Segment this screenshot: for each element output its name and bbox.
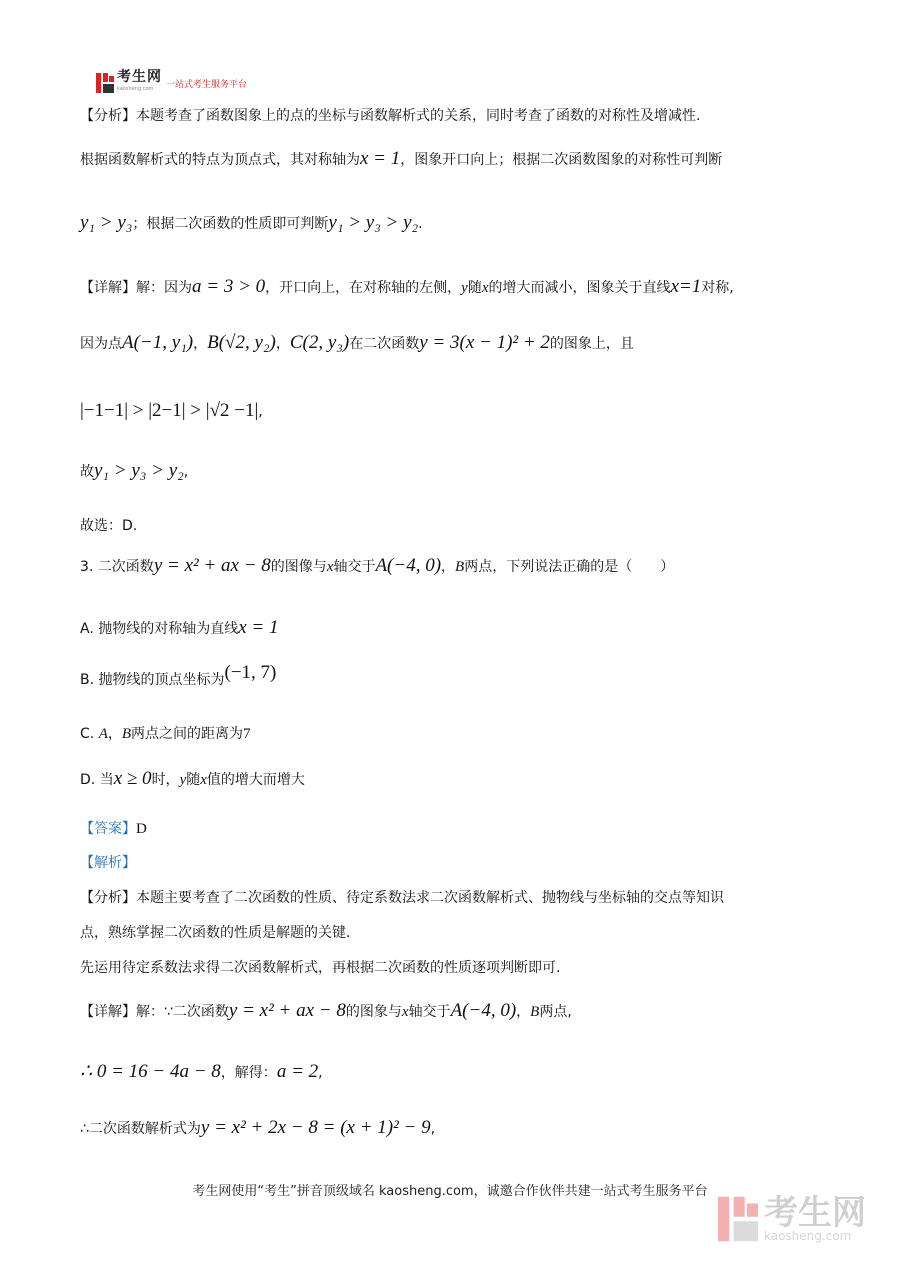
inequality-y1-y3-y2: y₁ > y₃ > y₂ xyxy=(328,212,419,233)
watermark-domain: kaosheng.com xyxy=(764,1229,852,1243)
q3-step1: ∴ 0 = 16 − 4a − 8，解得：a = 2, xyxy=(80,1061,323,1082)
kaosheng-logo-icon xyxy=(96,73,114,93)
header-logo[interactable] xyxy=(96,69,248,94)
brand-name: 考生网 kaosheng.com xyxy=(117,71,162,95)
q3-analysis-1: 【分析】本题主要考查了二次函数的性质、待定系数法求二次函数解析式、抛物线与坐标轴的交点等知识 xyxy=(80,890,724,906)
q2-abs-inequality: |−1−1| > |2−1| > |√2 −1|, xyxy=(80,400,263,421)
q3-function: y = x² + ax − 8 xyxy=(153,555,271,576)
q3-detail: 【详解】解：∵二次函数y = x² + ax − 8的图象与x轴交于A(−4, 0)，B两点, xyxy=(80,1000,572,1021)
brand-domain: kaosheng.com xyxy=(117,86,154,92)
q2-conclusion: 故y₁ > y₃ > y₂, xyxy=(80,460,189,481)
q2-analysis-line3: y₁ > y₃；根据二次函数的性质即可判断y₁ > y₃ > y₂. xyxy=(80,212,423,233)
q2-analysis-line2: 根据函数解析式的特点为顶点式，其对称轴为x = 1，图象开口向上；根据二次函数图象的对称性可判断 xyxy=(80,148,723,169)
q3-solution-tag: 【解析】 xyxy=(80,855,136,871)
q3-analysis-2: 点，熟练掌握二次函数的性质是解题的关键. xyxy=(80,925,351,941)
answer-tag: 【答案】 xyxy=(80,821,136,837)
watermark-logo xyxy=(718,1193,866,1243)
q2-points: 因为点A(−1, y₁)，B(√2, y₂)，C(2, y₃)在二次函数y = 3(x − 1)² + 2的图象上，且 xyxy=(80,332,634,353)
q3-step2: ∴二次函数解析式为y = x² + 2x − 8 = (x + 1)² − 9, xyxy=(80,1117,436,1138)
brand-slogan: 一站式考生服务平台 xyxy=(166,79,248,90)
footer-text: 考生网使用“考生”拼音顶级域名 kaosheng.com，诚邀合作伙伴共建一站式考生服务平台 xyxy=(192,1184,708,1199)
point-C: C(2, y₃) xyxy=(289,332,350,353)
inequality-y1-y3: y₁ > y₃ xyxy=(80,212,133,233)
q3-analysis-3: 先运用待定系数法求得二次函数解析式，再根据二次函数的性质逐项判断即可. xyxy=(80,960,561,976)
quadratic-function: y = 3(x − 1)² + 2 xyxy=(419,332,550,353)
point-A: A(−1, y₁) xyxy=(122,332,194,353)
q3-point-A: A(−4, 0) xyxy=(375,555,442,576)
q3-option-b: B. 抛物线的顶点坐标为(−1, 7) xyxy=(80,662,277,688)
q3-option-c: C. A，B两点之间的距离为7 xyxy=(80,726,251,742)
q2-analysis: 【分析】本题考查了函数图象上的点的坐标与函数解析式的关系，同时考查了函数的对称性及增减性. xyxy=(80,108,701,124)
watermark-logo-icon xyxy=(718,1196,758,1242)
q2-detail: 【详解】解：因为a = 3 > 0，开口向上，在对称轴的左侧，y随x的增大而减小，图象关于直线x=1对称, xyxy=(80,276,734,297)
q3-stem: 3. 二次函数y = x² + ax − 8的图像与x轴交于A(−4, 0)，B两点，下列说法正确的是（ ） xyxy=(80,555,675,576)
q2-choice: 故选：D. xyxy=(80,518,138,534)
q3-option-a: A. 抛物线的对称轴为直线x = 1 xyxy=(80,617,279,638)
point-B: B(√2, y₂) xyxy=(207,332,276,353)
q3-answer: 【答案】D xyxy=(80,821,147,837)
axis-equation: x = 1 xyxy=(360,148,401,169)
watermark-name: 考生网 kaosheng.com xyxy=(764,1193,866,1243)
q3-option-d: D. 当x ≥ 0时，y随x值的增大而增大 xyxy=(80,768,305,789)
